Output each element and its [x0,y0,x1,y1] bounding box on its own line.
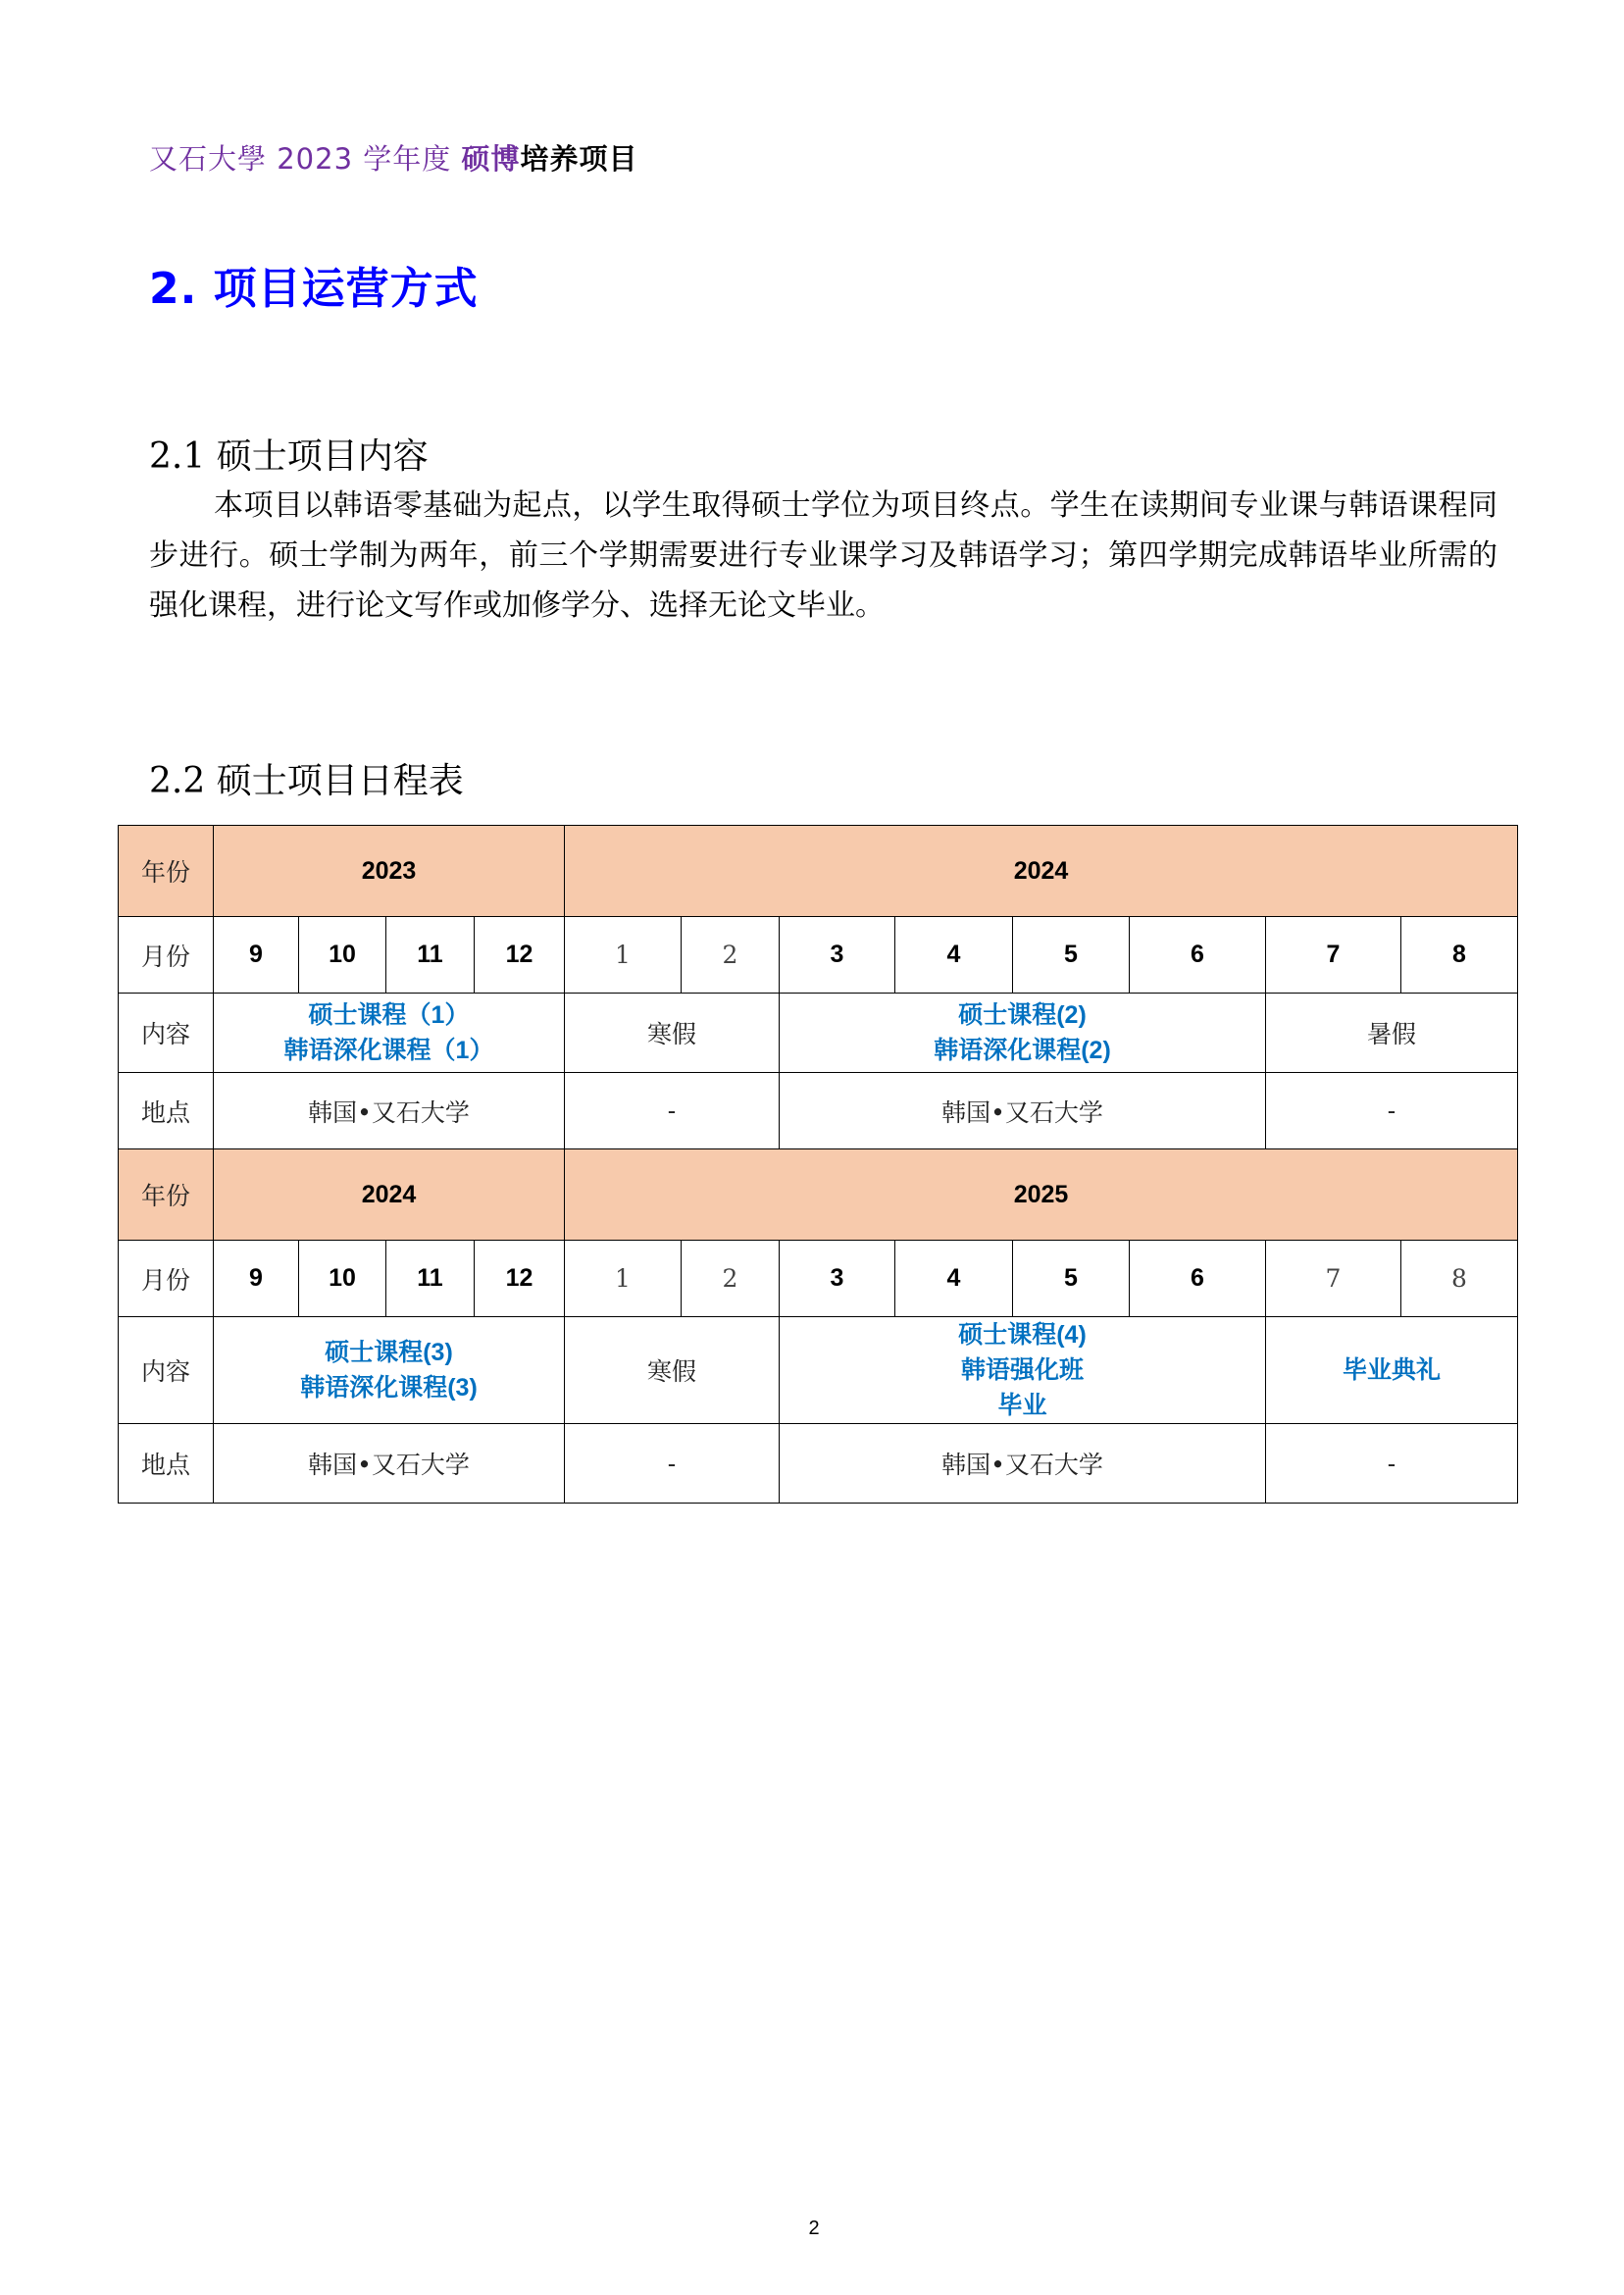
month-cell: 3 [780,1241,895,1317]
page-number: 2 [808,2218,820,2239]
subsection-title: 硕士项目内容 [216,436,429,477]
month-cell: 3 [780,917,895,994]
header-text-1: 又石大學 2023 学年度 [149,142,462,176]
document-header [149,137,638,178]
place-cell: - [565,1424,780,1504]
course-line: 韩语强化班 [960,1356,1084,1384]
year-cell: 2025 [565,1149,1518,1241]
section-title: 2. 项目运营方式 [149,264,479,314]
course-line: 硕士课程（1） [308,1001,470,1029]
month-cell: 4 [895,1241,1013,1317]
month-cell: 12 [475,917,565,994]
month-cell: 6 [1130,917,1266,994]
month-label: 月份 [119,1241,214,1317]
place-label: 地点 [119,1073,214,1149]
content-label: 内容 [119,994,214,1073]
place-row [119,1073,1518,1149]
month-cell: 6 [1130,1241,1266,1317]
course-line: 硕士课程(3) [325,1339,453,1366]
subsection-number: 2.2 [149,761,206,801]
content-cell: 暑假 [1266,994,1518,1073]
body-paragraph: 本项目以韩语零基础为起点，以学生取得硕士学位为项目终点。学生在读期间专业课与韩语课程同步进行。硕士学制为两年，前三个学期需要进行专业课学习及韩语学习；第四学期完成韩语毕业所需的强化课程，进行论文写作或加修学分、选择无论文毕业。 [149,488,1497,623]
content-row [119,1317,1518,1424]
subsection-heading-2-1 [149,429,429,479]
year-label: 年份 [119,1149,214,1241]
month-row [119,1241,1518,1317]
place-cell: - [565,1073,780,1149]
month-cell: 9 [214,1241,299,1317]
place-cell: 韩国•又石大学 [214,1424,565,1504]
month-row [119,917,1518,994]
place-row [119,1424,1518,1504]
month-cell: 5 [1013,917,1130,994]
month-cell: 11 [386,917,475,994]
course-line: 韩语深化课程（1） [283,1037,494,1064]
year-cell: 2024 [214,1149,565,1241]
year-row [119,826,1518,917]
place-cell: 韩国•又石大学 [780,1073,1266,1149]
month-cell: 2 [682,1241,780,1317]
content-cell [214,1317,565,1424]
content-cell [780,1317,1266,1424]
header-text-3: 培养项目 [520,142,638,176]
place-cell: 韩国•又石大学 [780,1424,1266,1504]
place-label: 地点 [119,1424,214,1504]
header-text-2: 硕博 [461,142,521,176]
month-cell: 1 [565,917,682,994]
month-cell: 11 [386,1241,475,1317]
content-cell: 毕业典礼 [1266,1317,1518,1424]
content-row [119,994,1518,1073]
month-cell: 7 [1266,1241,1401,1317]
course-line: 毕业 [997,1392,1047,1419]
course-line: 硕士课程(2) [958,1001,1087,1029]
month-cell: 4 [895,917,1013,994]
month-cell: 2 [682,917,780,994]
month-cell: 7 [1266,917,1401,994]
subsection-heading-2-2 [149,753,464,803]
course-line: 韩语深化课程(3) [300,1374,478,1402]
course-line: 硕士课程(4) [958,1321,1087,1349]
month-cell: 9 [214,917,299,994]
place-cell: - [1266,1424,1518,1504]
month-cell: 8 [1401,917,1518,994]
year-cell: 2023 [214,826,565,917]
place-cell: - [1266,1073,1518,1149]
month-cell: 10 [299,1241,386,1317]
subsection-number: 2.1 [149,436,206,477]
content-cell [780,994,1266,1073]
year-label: 年份 [119,826,214,917]
year-cell: 2024 [565,826,1518,917]
course-line: 韩语深化课程(2) [934,1037,1111,1064]
content-cell [214,994,565,1073]
month-cell: 12 [475,1241,565,1317]
month-cell: 1 [565,1241,682,1317]
content-cell: 寒假 [565,1317,780,1424]
subsection-title: 硕士项目日程表 [216,761,464,801]
month-cell: 5 [1013,1241,1130,1317]
content-label: 内容 [119,1317,214,1424]
schedule-table [118,825,1518,1504]
year-row [119,1149,1518,1241]
month-cell: 10 [299,917,386,994]
month-cell: 8 [1401,1241,1518,1317]
month-label: 月份 [119,917,214,994]
place-cell: 韩国•又石大学 [214,1073,565,1149]
content-cell: 寒假 [565,994,780,1073]
